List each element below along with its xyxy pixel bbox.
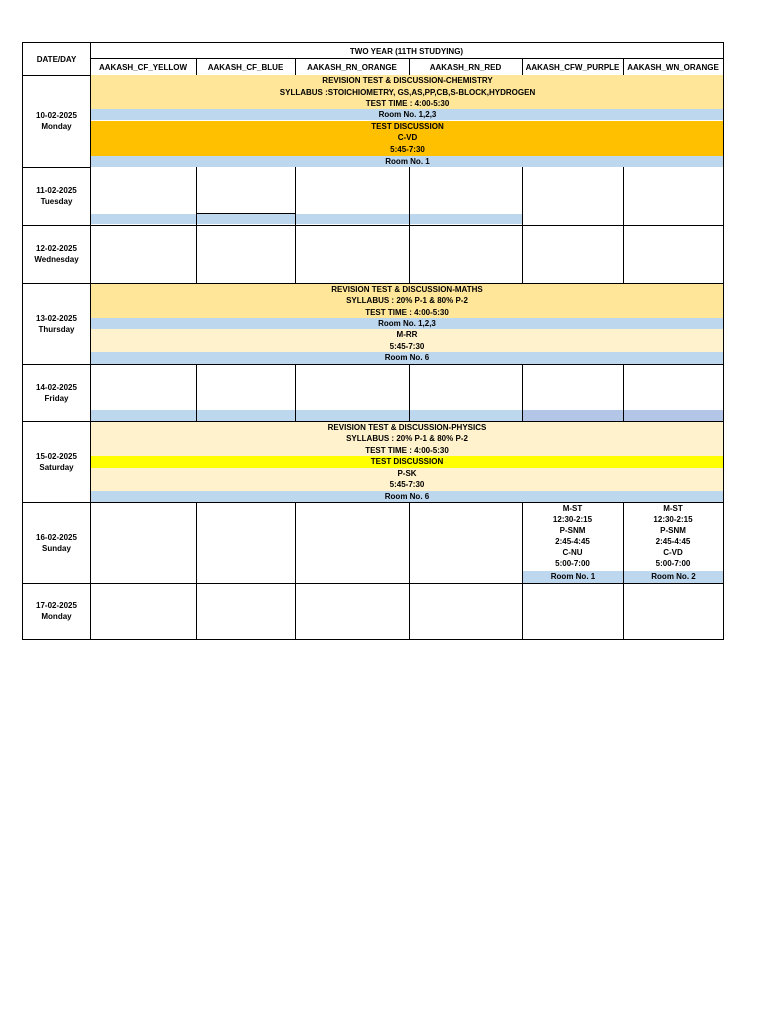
schedule-sheet [22, 42, 724, 640]
schedule-line: 2:45-4:45 [555, 537, 590, 546]
room-strip [91, 410, 523, 421]
empty-slot [522, 167, 624, 226]
batch-header-cf-yellow [90, 58, 197, 76]
date-cell [22, 167, 91, 226]
schedule-line: M-ST [663, 504, 683, 513]
date-text: 16-02-2025 [36, 532, 77, 542]
schedule-line: C-VD [663, 548, 683, 557]
physics-title: REVISION TEST & DISCUSSION-PHYSICS [91, 422, 723, 433]
batch-header-wn-orange [623, 58, 724, 76]
sunday-purple-room: Room No. 1 [523, 571, 623, 583]
date-cell [22, 502, 91, 584]
physics-discussion-room: Room No. 6 [91, 491, 723, 502]
schedule-line: 12:30-2:15 [653, 515, 693, 524]
empty-slot [196, 225, 296, 284]
date-cell [22, 75, 91, 168]
batch-label: AAKASH_RN_RED [429, 62, 502, 72]
empty-slot [522, 583, 624, 640]
batch-label: AAKASH_WN_ORANGE [627, 62, 719, 72]
schedule-line: C-NU [562, 548, 583, 557]
date-text: 13-02-2025 [36, 313, 77, 323]
batch-header-rn-orange [295, 58, 410, 76]
room-strip [91, 214, 523, 224]
date-cell [22, 283, 91, 365]
empty-slot [90, 502, 197, 584]
chemistry-discussion-time: 5:45-7:30 [91, 144, 724, 156]
empty-slot [295, 583, 410, 640]
chemistry-discussion-room: Room No. 1 [91, 156, 724, 167]
day-text: Sunday [42, 543, 71, 553]
chemistry-faculty: C-VD [91, 132, 724, 144]
day-text: Wednesday [34, 255, 79, 264]
empty-slot [90, 225, 197, 284]
empty-slot [623, 225, 724, 284]
batch-header-cf-blue [196, 58, 296, 76]
empty-slot [522, 225, 624, 284]
sunday-wn-orange-room: Room No. 2 [624, 571, 723, 583]
empty-slot [409, 502, 523, 584]
date-cell [22, 364, 91, 422]
date-cell [22, 225, 91, 284]
physics-test-time: TEST TIME : 4:00-5:30 [91, 445, 723, 456]
physics-discussion-time: 5:45-7:30 [91, 479, 723, 491]
day-text: Monday [41, 612, 72, 621]
group-title-header [90, 42, 724, 59]
maths-title: REVISION TEST & DISCUSSION-MATHS [91, 284, 723, 295]
maths-discussion-time: 5:45-7:30 [91, 341, 723, 352]
batch-label: AAKASH_CF_BLUE [207, 62, 284, 72]
empty-slot [196, 583, 296, 640]
maths-test-time: TEST TIME : 4:00-5:30 [91, 307, 723, 318]
date-cell [22, 583, 91, 640]
date-cell [22, 421, 91, 503]
date-text: 11-02-2025 [36, 186, 77, 195]
schedule-line: P-SNM [660, 526, 686, 535]
schedule-line: 5:00-7:00 [655, 559, 691, 568]
day-text: Saturday [39, 462, 74, 472]
chemistry-title: REVISION TEST & DISCUSSION-CHEMISTRY [91, 75, 724, 87]
maths-syllabus: SYLLABUS : 20% P-1 & 80% P-2 [91, 295, 723, 307]
date-text: 10-02-2025 [36, 111, 77, 120]
empty-slot [196, 502, 296, 584]
date-text: 12-02-2025 [36, 244, 77, 253]
batch-header-cfw-purple [522, 58, 624, 76]
chemistry-syllabus: SYLLABUS :STOICHIOMETRY, GS,AS,PP,CB,S-BLOCK,HYDROGEN [91, 87, 724, 98]
chemistry-discussion-label: TEST DISCUSSION [91, 121, 724, 132]
physics-discussion-label: TEST DISCUSSION [91, 456, 723, 468]
day-text: Friday [44, 393, 69, 403]
empty-slot [295, 225, 410, 284]
empty-slot [409, 583, 523, 640]
day-text: Monday [41, 122, 72, 131]
schedule-line: M-ST [562, 504, 583, 513]
day-text: Tuesday [40, 197, 73, 206]
date-text: 14-02-2025 [36, 382, 77, 392]
empty-slot [90, 583, 197, 640]
physics-syllabus: SYLLABUS : 20% P-1 & 80% P-2 [91, 433, 723, 445]
schedule-line: P-SNM [559, 526, 586, 535]
batch-header-rn-red [409, 58, 523, 76]
batch-label: AAKASH_RN_ORANGE [307, 62, 397, 72]
empty-slot [623, 167, 724, 226]
maths-discussion-room: Room No. 6 [91, 352, 723, 364]
batch-label: AAKASH_CF_YELLOW [98, 62, 187, 72]
physics-faculty: P-SK [91, 468, 723, 479]
date-text: 17-02-2025 [36, 601, 77, 610]
schedule-line: 5:00-7:00 [555, 559, 590, 568]
chemistry-room: Room No. 1,2,3 [91, 109, 724, 120]
empty-slot [295, 502, 410, 584]
date-day-header [22, 42, 91, 76]
chemistry-test-time: TEST TIME : 4:00-5:30 [91, 98, 724, 109]
maths-faculty: M-RR [91, 329, 723, 341]
date-day-label: DATE/DAY [36, 54, 77, 64]
day-text: Thursday [38, 324, 75, 334]
empty-slot [623, 583, 724, 640]
maths-room: Room No. 1,2,3 [91, 318, 723, 329]
date-text: 15-02-2025 [36, 451, 77, 461]
schedule-line: 12:30-2:15 [552, 515, 593, 524]
empty-slot [409, 225, 523, 284]
batch-label: AAKASH_CFW_PURPLE [525, 62, 620, 72]
schedule-line: 2:45-4:45 [655, 537, 691, 546]
group-title: TWO YEAR (11TH STUDYING) [349, 46, 464, 56]
